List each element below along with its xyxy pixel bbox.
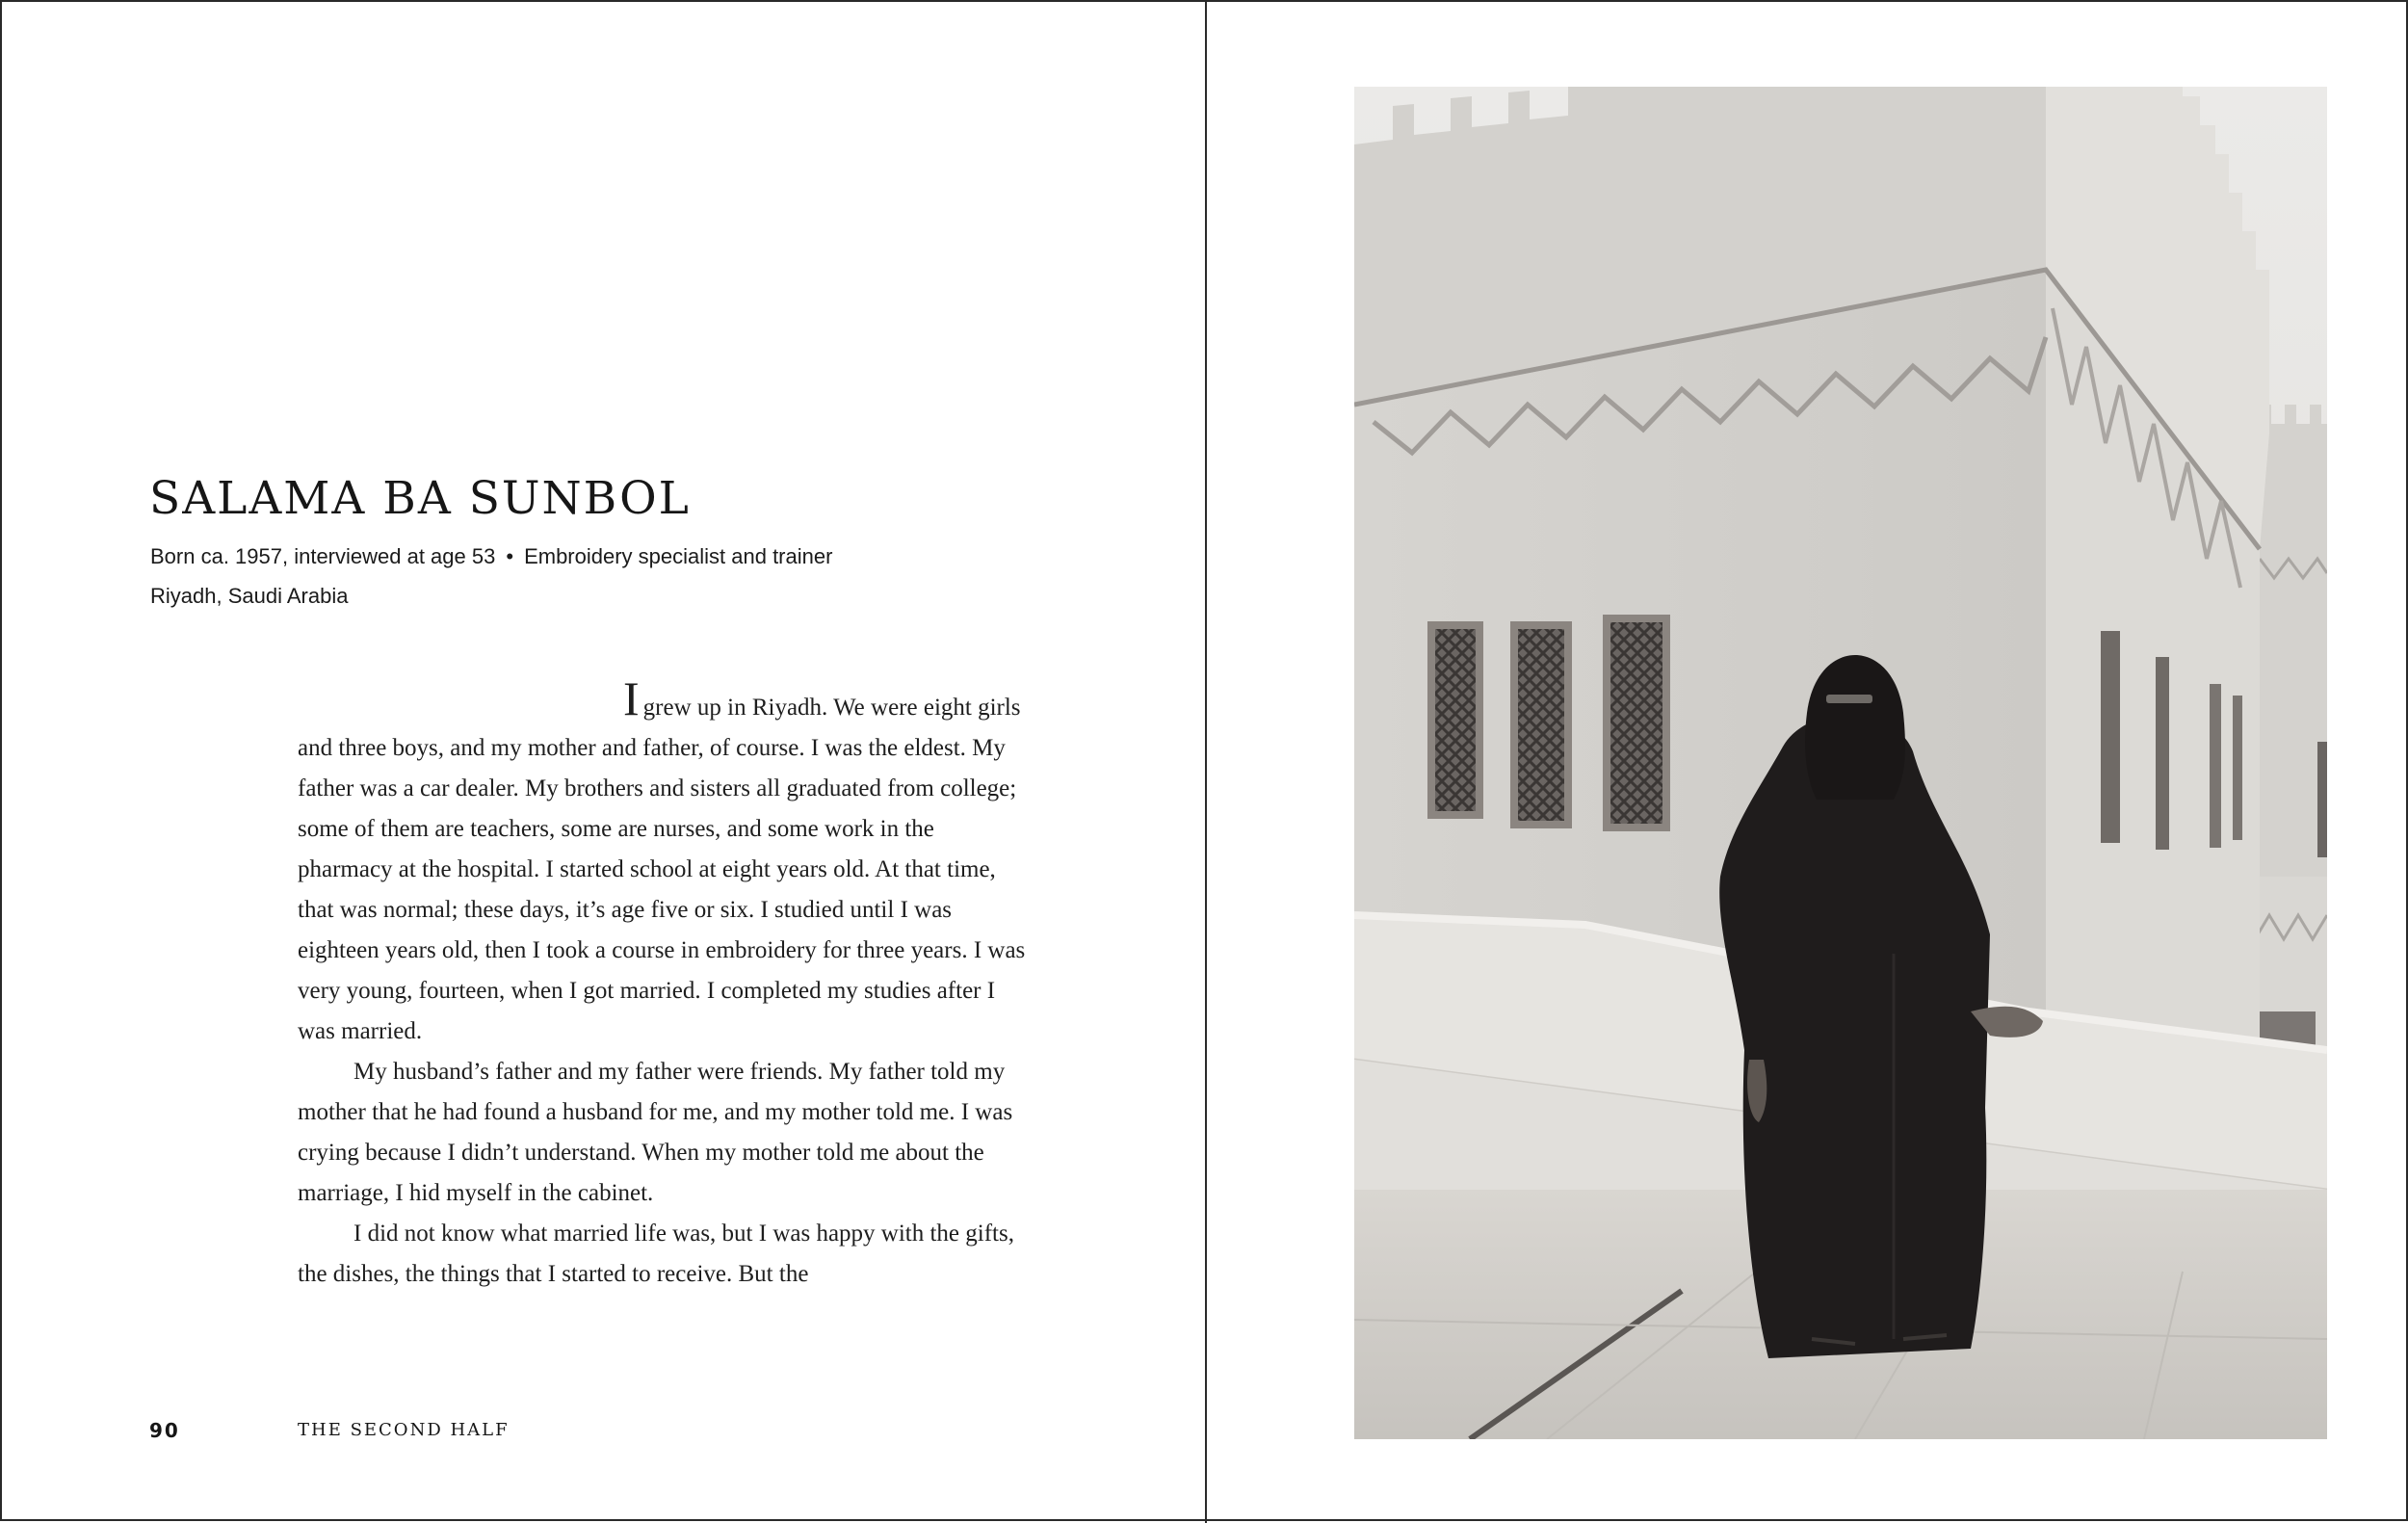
meta-separator: • [506, 544, 514, 568]
subject-location: Riyadh, Saudi Arabia [150, 584, 349, 608]
chapter-title: SALAMA BA SUNBOL [149, 472, 691, 525]
page-number: 90 [149, 1419, 180, 1442]
paragraph-3: I did not know what married life was, but I was happy with the gifts, the dishes, the things that I started to receive. But the [298, 1221, 1014, 1287]
running-head: THE SECOND HALF [298, 1420, 510, 1440]
portrait-photo [1354, 87, 2327, 1439]
occupation: Embroidery specialist and trainer [524, 544, 833, 568]
paragraph-2: My husband’s father and my father were friends. My father told my mother that he had found a husband for me, and my mother told me. I was crying because I didn’t understand. When my mother told me about the marriage, I hid myself in the cabinet. [298, 1059, 1013, 1206]
window [1518, 629, 1564, 821]
paragraph-1-text: grew up in Riyadh. We were eight girls and three boys, and my mother and father, of course. I was the eldest. My father was a car dealer. My brothers and sisters all graduated from college; some of them are teachers, some are nurses, and some work in the pharmacy at the hospital. I started school at eight years old. At that time, that was normal; these days, it’s age five or six. I studied until I was eighteen years old, then I took a course in embroidery for three years. I was very young, fourteen, when I got married. I completed my studies after I was married. [298, 695, 1026, 1044]
window [1610, 622, 1662, 824]
right-page [1207, 2, 2408, 1523]
window [1435, 629, 1476, 811]
subject-meta-line-1 [150, 544, 832, 569]
birth-info: Born ca. 1957, interviewed at age 53 [150, 544, 496, 568]
interview-text [298, 671, 1030, 1295]
drop-cap: I [623, 671, 640, 725]
portrait-photo-drawing [1354, 87, 2327, 1439]
niqab-eye-slit [1826, 695, 1872, 703]
paragraph-1 [298, 671, 1030, 1052]
left-page [2, 2, 1205, 1523]
